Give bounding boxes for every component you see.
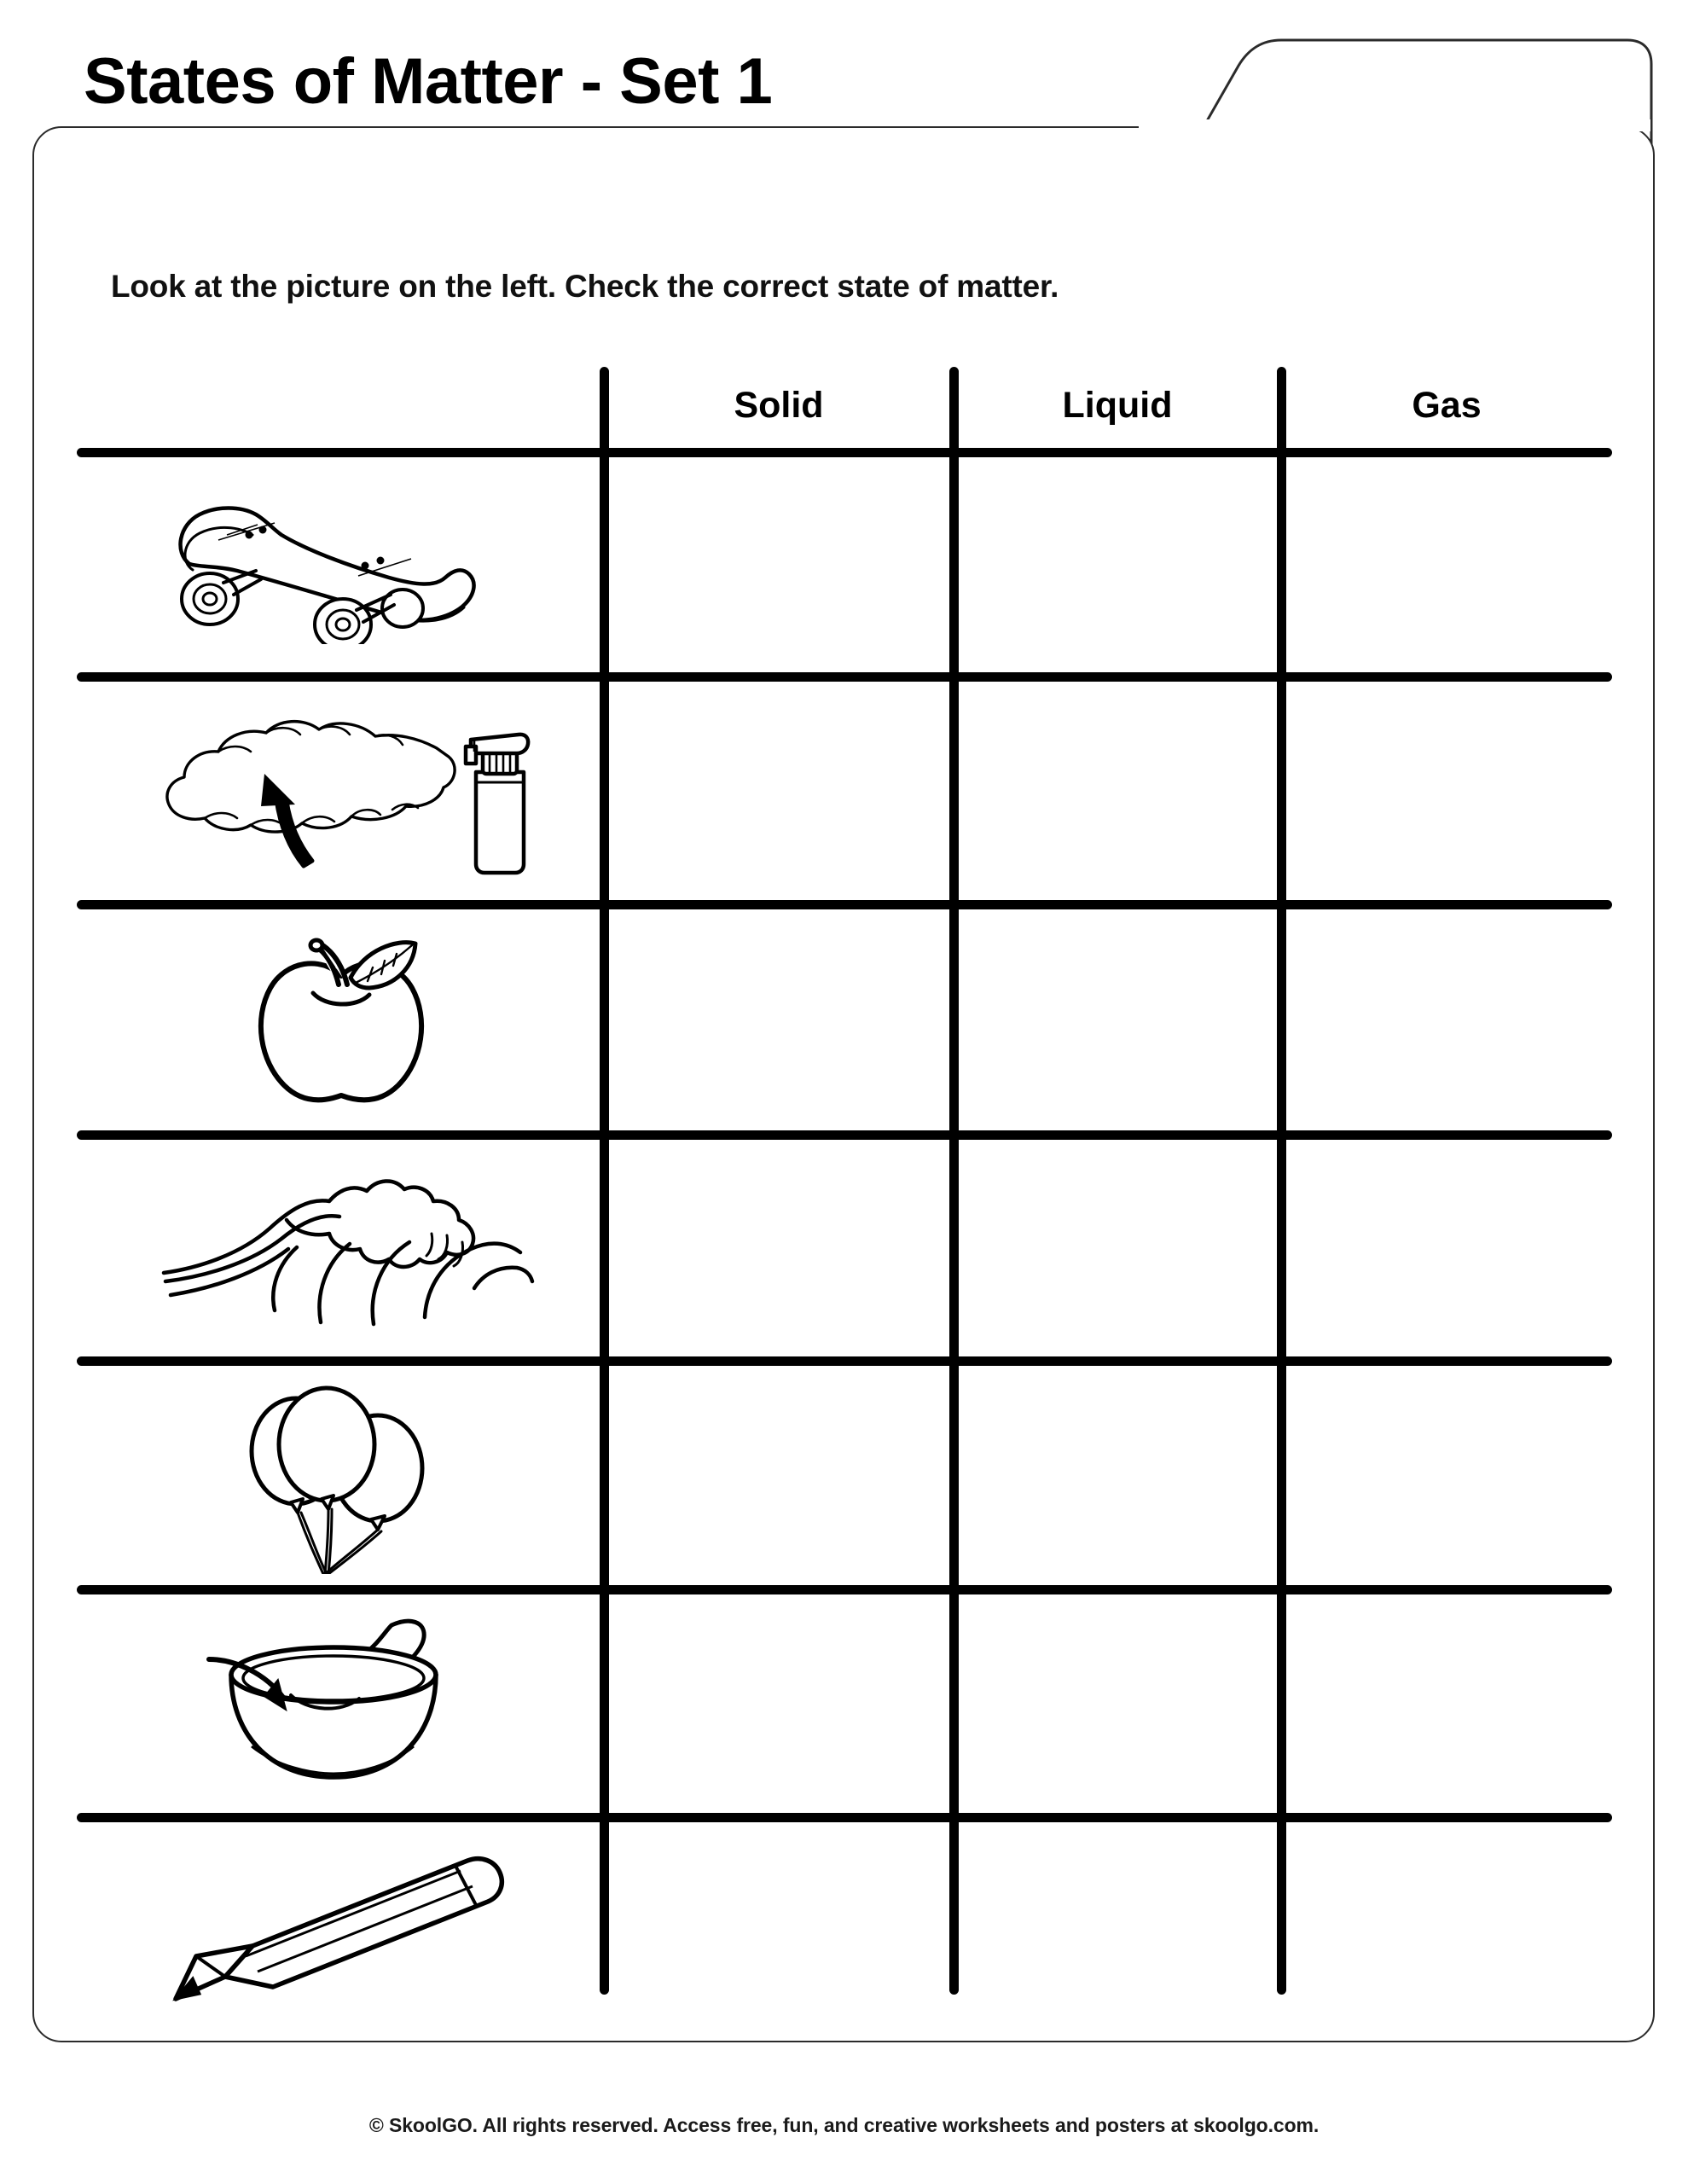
ocean-wave-icon: [145, 1160, 537, 1331]
row-divider-3: [77, 1130, 1612, 1140]
bowl-with-spoon-icon: [200, 1610, 482, 1793]
row-picture-skateboard: [77, 461, 606, 665]
instruction-text: Look at the picture on the left. Check the correct state of matter.: [111, 269, 1059, 304]
column-header-liquid: Liquid: [1062, 385, 1173, 426]
row-picture-spray-bottle-mist: [77, 682, 606, 894]
balloons-icon: [235, 1373, 448, 1574]
row-picture-bowl-with-spoon: [77, 1595, 606, 1807]
row-divider-6: [77, 1813, 1612, 1822]
row-divider-header: [77, 448, 1612, 457]
spray-bottle-mist-icon: [136, 697, 546, 880]
column-header-gas: Gas: [1412, 385, 1482, 426]
row-divider-5: [77, 1585, 1612, 1594]
column-divider-2: [949, 367, 959, 1995]
apple-icon: [243, 925, 439, 1108]
tab-card-merge-mask: [1139, 119, 1650, 131]
skateboard-icon: [145, 482, 537, 644]
row-divider-2: [77, 900, 1612, 909]
states-of-matter-table: [77, 367, 1612, 2013]
row-picture-balloons: [77, 1367, 606, 1580]
pencil-icon: [162, 1852, 520, 2006]
column-header-solid: Solid: [734, 385, 824, 426]
row-picture-pencil: [77, 1822, 606, 2036]
page-title: States of Matter - Set 1: [84, 45, 773, 118]
column-divider-3: [1277, 367, 1286, 1995]
row-divider-4: [77, 1356, 1612, 1366]
row-divider-1: [77, 672, 1612, 682]
row-picture-ocean-wave: [77, 1140, 606, 1351]
footer-copyright: © SkoolGO. All rights reserved. Access free, fun, and creative worksheets and posters at skoolgo.com.: [368, 2114, 1320, 2136]
row-picture-apple: [77, 909, 606, 1123]
